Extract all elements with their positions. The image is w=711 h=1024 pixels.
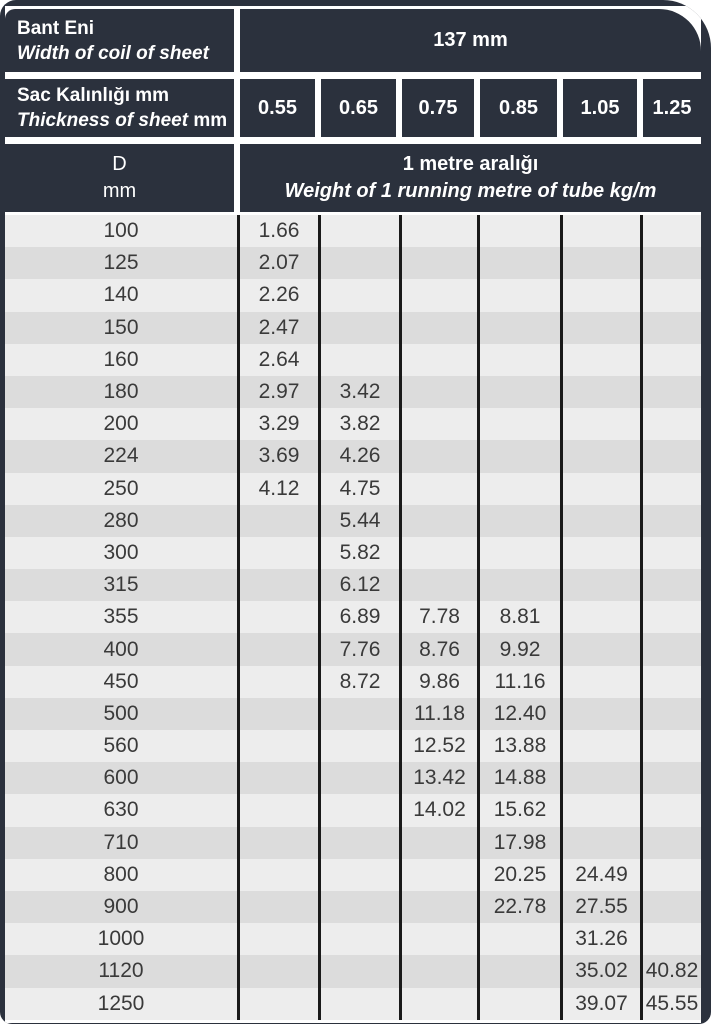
weight-cell <box>640 505 701 537</box>
weight-cell <box>560 408 640 440</box>
weight-cell <box>640 537 701 569</box>
table-row <box>5 537 701 569</box>
weight-cell <box>477 279 560 311</box>
weight-cell <box>237 955 318 987</box>
weight-cell <box>560 215 640 247</box>
weight-header-en: Weight of 1 running metre of tube kg/m <box>284 180 657 202</box>
table-row <box>5 344 701 376</box>
weight-cell: 17.98 <box>477 827 560 859</box>
diameter-cell: 150 <box>103 315 139 339</box>
table-row <box>5 569 701 601</box>
table-row <box>5 408 701 440</box>
weight-cell: 35.02 <box>560 955 640 987</box>
weight-cell: 40.82 <box>640 955 701 987</box>
weight-cell <box>477 537 560 569</box>
weight-cell: 11.18 <box>399 698 477 730</box>
weight-cell <box>477 569 560 601</box>
weight-cell <box>318 279 399 311</box>
weight-cell <box>399 247 477 279</box>
weight-cell: 2.97 <box>237 376 318 408</box>
weight-cell: 20.25 <box>477 859 560 891</box>
weight-cell: 11.16 <box>477 666 560 698</box>
diameter-cell: 125 <box>103 251 139 275</box>
weight-cell <box>237 891 318 923</box>
weight-cell <box>560 473 640 505</box>
weight-cell: 27.55 <box>560 891 640 923</box>
weight-cell <box>237 698 318 730</box>
weight-cell <box>399 859 477 891</box>
table-row <box>5 762 701 794</box>
diameter-cell: 300 <box>103 540 139 564</box>
weight-cell <box>237 988 318 1020</box>
weight-cell <box>399 923 477 955</box>
weight-cell: 5.82 <box>318 537 399 569</box>
weight-cell: 15.62 <box>477 794 560 826</box>
table-row <box>5 312 701 344</box>
weight-cell: 2.26 <box>237 279 318 311</box>
weight-cell <box>477 440 560 472</box>
weight-cell <box>318 344 399 376</box>
weight-cell: 12.52 <box>399 730 477 762</box>
thickness-value-cell <box>402 79 474 137</box>
weight-cell <box>399 537 477 569</box>
weight-cell <box>477 955 560 987</box>
weight-cell <box>477 312 560 344</box>
diameter-cell: 224 <box>103 444 139 468</box>
weight-cell: 14.88 <box>477 762 560 794</box>
weight-cell: 3.42 <box>318 376 399 408</box>
table-row <box>5 698 701 730</box>
table-row <box>5 730 701 762</box>
weight-cell <box>318 762 399 794</box>
weight-cell <box>477 247 560 279</box>
weight-cell: 3.69 <box>237 440 318 472</box>
weight-cell <box>560 344 640 376</box>
weight-cell <box>640 666 701 698</box>
weight-cell: 31.26 <box>560 923 640 955</box>
weight-cell <box>237 730 318 762</box>
diameter-cell: 160 <box>103 347 139 371</box>
header-row-diameter <box>5 144 701 212</box>
weight-cell <box>560 279 640 311</box>
weight-cell <box>399 955 477 987</box>
diameter-label-line1: D <box>112 153 127 175</box>
weight-cell <box>237 794 318 826</box>
table-row <box>5 440 701 472</box>
diameter-cell: 100 <box>103 219 139 243</box>
table-row <box>5 473 701 505</box>
weight-cell <box>560 698 640 730</box>
weight-cell <box>399 505 477 537</box>
weight-cell <box>237 601 318 633</box>
weight-cell <box>477 988 560 1020</box>
weight-cell <box>399 408 477 440</box>
weight-cell: 7.76 <box>318 633 399 665</box>
weight-cell <box>399 215 477 247</box>
weight-cell: 4.12 <box>237 473 318 505</box>
table-row <box>5 215 701 247</box>
weight-cell <box>477 408 560 440</box>
diameter-cell: 500 <box>103 701 139 725</box>
weight-cell: 8.72 <box>318 666 399 698</box>
diameter-cell: 140 <box>103 283 139 307</box>
diameter-cell: 1120 <box>98 959 144 983</box>
diameter-label-cell <box>5 144 234 212</box>
weight-cell <box>399 376 477 408</box>
weight-cell: 9.86 <box>399 666 477 698</box>
weight-cell: 3.82 <box>318 408 399 440</box>
weight-cell <box>399 891 477 923</box>
table-row <box>5 376 701 408</box>
weight-cell <box>318 955 399 987</box>
weight-cell <box>237 569 318 601</box>
thickness-label-cell <box>5 79 234 137</box>
weight-cell <box>640 633 701 665</box>
table-row <box>5 988 701 1020</box>
weight-cell <box>560 505 640 537</box>
weight-cell: 2.07 <box>237 247 318 279</box>
diameter-cell: 1250 <box>97 991 145 1015</box>
weight-cell: 6.89 <box>318 601 399 633</box>
coil-width-label-en: Width of coil of sheet <box>17 42 209 64</box>
thickness-value-cell <box>563 79 637 137</box>
table-row <box>5 827 701 859</box>
thickness-value: 0.55 <box>258 96 297 119</box>
weight-cell <box>560 794 640 826</box>
weight-cell <box>237 505 318 537</box>
weight-cell <box>640 569 701 601</box>
weight-cell: 24.49 <box>560 859 640 891</box>
weight-cell: 9.92 <box>477 633 560 665</box>
weight-cell: 13.42 <box>399 762 477 794</box>
weight-cell <box>560 633 640 665</box>
diameter-cell: 355 <box>103 605 139 629</box>
weight-cell: 12.40 <box>477 698 560 730</box>
weight-cell <box>560 666 640 698</box>
weight-cell <box>640 215 701 247</box>
weight-cell <box>640 312 701 344</box>
weight-cell <box>640 762 701 794</box>
diameter-cell: 710 <box>103 830 139 854</box>
coil-width-value: 137 mm <box>433 29 508 51</box>
diameter-cell: 400 <box>103 637 139 661</box>
table-row <box>5 505 701 537</box>
weight-cell <box>477 473 560 505</box>
weight-cell: 2.47 <box>237 312 318 344</box>
table-row <box>5 891 701 923</box>
thickness-label-en <box>17 108 227 133</box>
table-row <box>5 859 701 891</box>
weight-cell <box>560 247 640 279</box>
diameter-label-line2: mm <box>102 180 137 202</box>
weight-cell <box>477 215 560 247</box>
table-row <box>5 601 701 633</box>
weight-cell <box>399 473 477 505</box>
weight-cell <box>560 537 640 569</box>
weight-cell <box>477 923 560 955</box>
weight-cell <box>318 827 399 859</box>
thickness-value-cell <box>480 79 557 137</box>
table-body <box>5 215 701 1020</box>
weight-cell <box>318 794 399 826</box>
weight-cell <box>640 408 701 440</box>
weight-cell <box>399 440 477 472</box>
weight-cell: 2.64 <box>237 344 318 376</box>
weight-cell <box>318 698 399 730</box>
weight-cell: 8.81 <box>477 601 560 633</box>
diameter-cell: 800 <box>103 862 139 886</box>
weight-cell <box>560 601 640 633</box>
weight-cell <box>640 891 701 923</box>
weight-cell <box>399 312 477 344</box>
header-row-coil-width <box>5 9 701 72</box>
diameter-cell: 900 <box>103 895 139 919</box>
diameter-cell: 630 <box>103 798 139 822</box>
thickness-label-tr: Sac Kalınlığı mm <box>17 85 170 106</box>
weight-cell <box>399 569 477 601</box>
diameter-cell: 450 <box>103 669 139 693</box>
thickness-value: 0.65 <box>339 96 378 119</box>
weight-cell <box>318 923 399 955</box>
header-row-thickness <box>5 79 701 137</box>
weight-cell: 45.55 <box>640 988 701 1020</box>
table-row <box>5 955 701 987</box>
weight-cell <box>640 698 701 730</box>
weight-cell: 6.12 <box>318 569 399 601</box>
weight-cell <box>318 312 399 344</box>
weight-cell <box>560 440 640 472</box>
weight-cell <box>237 537 318 569</box>
weight-cell: 7.78 <box>399 601 477 633</box>
diameter-cell: 1000 <box>97 927 145 951</box>
weight-cell <box>477 505 560 537</box>
diameter-cell: 280 <box>103 508 139 532</box>
weight-cell <box>477 376 560 408</box>
weight-cell: 39.07 <box>560 988 640 1020</box>
thickness-value-cell <box>643 79 701 137</box>
diameter-cell: 250 <box>103 476 139 500</box>
weight-cell: 5.44 <box>318 505 399 537</box>
thickness-label-en-suffix: mm <box>188 110 228 131</box>
weight-cell: 1.66 <box>237 215 318 247</box>
weight-cell <box>640 730 701 762</box>
coil-width-label-cell <box>5 9 234 72</box>
weight-cell: 8.76 <box>399 633 477 665</box>
weight-cell: 13.88 <box>477 730 560 762</box>
weight-cell <box>237 762 318 794</box>
weight-cell <box>640 794 701 826</box>
weight-cell <box>318 859 399 891</box>
table-row <box>5 633 701 665</box>
table-inner <box>5 6 701 1023</box>
weight-cell <box>640 247 701 279</box>
weight-cell: 3.29 <box>237 408 318 440</box>
diameter-cell: 315 <box>103 573 139 597</box>
weight-cell <box>640 440 701 472</box>
weight-cell <box>318 730 399 762</box>
coil-width-value-cell <box>240 9 701 72</box>
table-row <box>5 923 701 955</box>
weight-cell <box>640 923 701 955</box>
weight-cell <box>399 344 477 376</box>
diameter-cell: 560 <box>103 734 139 758</box>
weight-cell: 14.02 <box>399 794 477 826</box>
weight-cell: 4.26 <box>318 440 399 472</box>
thickness-value: 0.85 <box>499 96 538 119</box>
weight-cell <box>640 344 701 376</box>
weight-cell <box>237 633 318 665</box>
table-row <box>5 279 701 311</box>
diameter-cell: 600 <box>103 766 139 790</box>
weight-cell <box>640 473 701 505</box>
diameter-cell: 180 <box>103 380 139 404</box>
weight-cell <box>560 312 640 344</box>
diameter-cell: 200 <box>103 412 139 436</box>
weight-header-tr: 1 metre aralığı <box>402 153 539 175</box>
weight-cell <box>237 859 318 891</box>
table-row <box>5 666 701 698</box>
weight-cell <box>640 827 701 859</box>
weight-cell <box>399 988 477 1020</box>
weight-cell <box>560 730 640 762</box>
weight-cell <box>560 569 640 601</box>
weight-cell <box>640 601 701 633</box>
table-row <box>5 794 701 826</box>
weight-cell <box>560 376 640 408</box>
thickness-value: 1.05 <box>580 96 620 119</box>
weight-cell <box>477 344 560 376</box>
weight-cell <box>640 376 701 408</box>
weight-cell <box>318 215 399 247</box>
weight-cell <box>318 247 399 279</box>
thickness-label-en-italic: Thickness of sheet <box>17 110 189 131</box>
weight-cell <box>237 827 318 859</box>
thickness-value: 1.25 <box>652 96 692 119</box>
weight-cell <box>399 279 477 311</box>
thickness-value: 0.75 <box>418 96 458 119</box>
table-row <box>5 247 701 279</box>
weight-cell <box>399 827 477 859</box>
weight-cell <box>318 891 399 923</box>
thickness-value-cell <box>240 79 315 137</box>
weight-cell <box>640 859 701 891</box>
weight-cell <box>640 279 701 311</box>
weight-cell <box>237 666 318 698</box>
weight-cell: 22.78 <box>477 891 560 923</box>
weight-cell <box>237 923 318 955</box>
weight-cell: 4.75 <box>318 473 399 505</box>
coil-width-label-tr: Bant Eni <box>17 17 95 39</box>
weight-cell <box>560 762 640 794</box>
weight-header-cell <box>240 144 701 212</box>
weight-cell <box>560 827 640 859</box>
weight-cell <box>318 988 399 1020</box>
thickness-value-cell <box>321 79 396 137</box>
